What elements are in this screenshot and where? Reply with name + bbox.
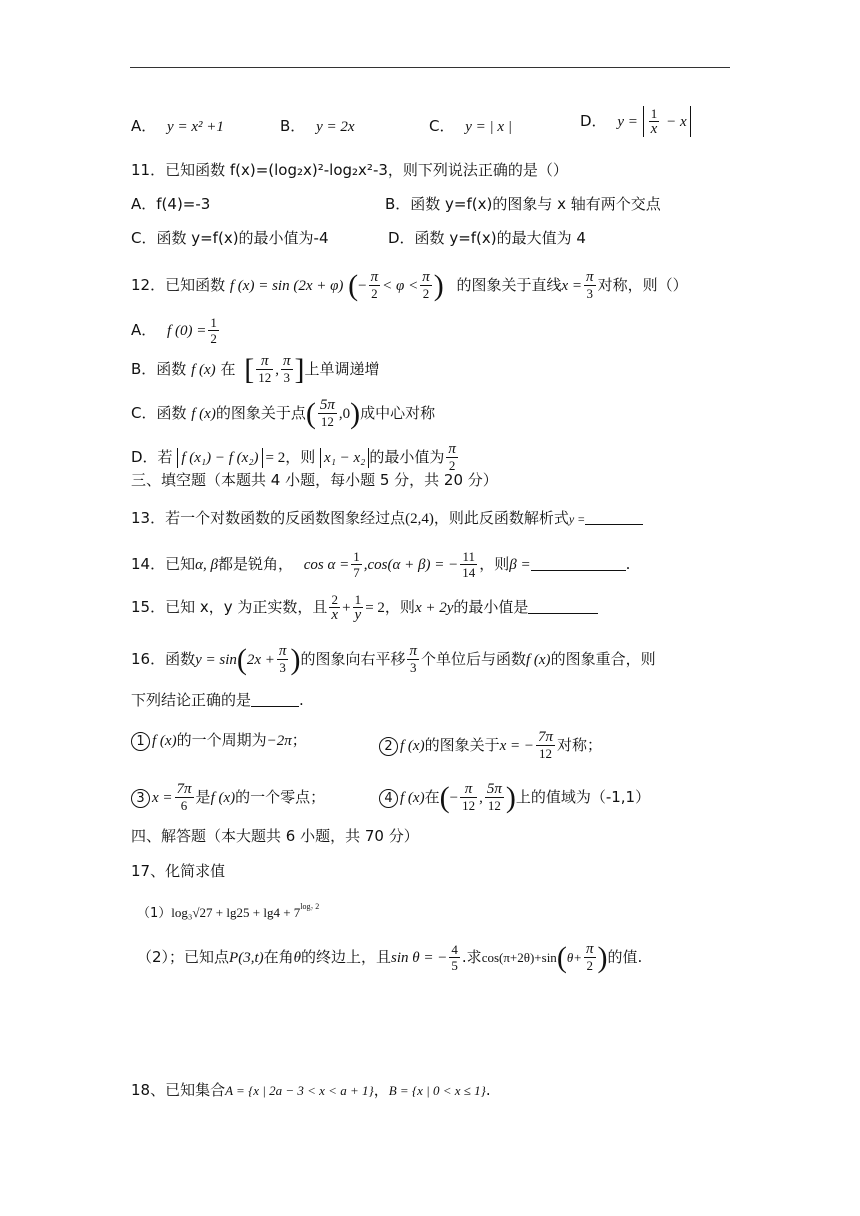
q16-o4-end: 上的值域为（-1,1） bbox=[515, 788, 651, 806]
header-rule bbox=[130, 67, 730, 68]
paren-close: ) bbox=[505, 780, 516, 814]
q12-prefix: 12．已知函数 bbox=[131, 276, 226, 294]
q12-a-expr: f (0) = bbox=[167, 323, 207, 339]
paren-close: ) bbox=[350, 396, 361, 430]
q10-option-c bbox=[429, 116, 512, 137]
q13-tail: ，则此反函数解析式 bbox=[433, 509, 569, 527]
q18-end: . bbox=[485, 1081, 491, 1099]
numerator: π bbox=[278, 643, 287, 659]
q16-o2-text: 的图象关于 bbox=[424, 736, 500, 754]
fraction bbox=[584, 942, 596, 973]
option-label: B． bbox=[280, 117, 306, 135]
fraction bbox=[256, 354, 273, 385]
fraction bbox=[536, 730, 555, 761]
fraction bbox=[277, 644, 289, 675]
denominator: 6 bbox=[180, 798, 188, 813]
q10-option-d-rhs: − x bbox=[666, 114, 687, 130]
denominator: y bbox=[354, 607, 362, 623]
denominator: 3 bbox=[586, 286, 594, 301]
q10-option-d bbox=[580, 106, 691, 137]
q16-o1-val: −2π bbox=[266, 733, 292, 749]
q12-line-x: x = bbox=[561, 278, 583, 294]
denominator: x bbox=[331, 607, 339, 623]
q18-set-b: B = {x | 0 < x ≤ 1} bbox=[388, 1083, 486, 1098]
q17-mid: 在角 bbox=[263, 948, 294, 966]
q12-d-abs: f (x₁) − f (x₂) bbox=[177, 448, 262, 468]
q12-c-func: f (x) bbox=[191, 406, 216, 422]
q12-option-a bbox=[131, 315, 221, 346]
q12-d-suffix: 的最小值为 bbox=[369, 448, 445, 466]
q12-b-func: f (x) bbox=[191, 362, 216, 378]
q12-b-mid: 在 bbox=[220, 360, 236, 378]
q17-end: 的值. bbox=[607, 948, 643, 966]
plus-sign: + bbox=[342, 600, 351, 616]
q17-expr: cos(π+2θ)+sin bbox=[481, 950, 557, 965]
q11-option-d: D．函数 y=f(x)的最大值为 4 bbox=[388, 229, 586, 247]
option-label: D． bbox=[580, 112, 607, 130]
circled-number: 3 bbox=[131, 789, 150, 808]
paren-open: ( bbox=[439, 780, 450, 814]
q17-mid2: 的终边上，且 bbox=[301, 948, 392, 966]
q17-part1 bbox=[137, 897, 319, 924]
circled-number: 4 bbox=[379, 789, 398, 808]
numerator: 5π bbox=[486, 781, 502, 797]
q18 bbox=[131, 1080, 491, 1101]
q11-option-b: B．函数 y=f(x)的图象与 x 轴有两个交点 bbox=[385, 195, 661, 213]
q17-p1-exponent: log₇ 2 bbox=[300, 902, 320, 911]
q13-text: 13．若一个对数函数的反函数图象经过点 bbox=[131, 509, 406, 527]
fraction bbox=[318, 398, 337, 429]
paren-close: ) bbox=[433, 268, 444, 302]
q15-eq: = 2 bbox=[365, 600, 385, 616]
q16-o3-fx: f (x) bbox=[210, 790, 236, 806]
numerator: π bbox=[586, 269, 594, 285]
q16-statement-3 bbox=[131, 782, 325, 813]
paren-open: ( bbox=[556, 940, 567, 974]
q16-statement-1 bbox=[131, 730, 307, 751]
bracket-open: [ bbox=[244, 352, 255, 386]
minus-sign: − bbox=[358, 278, 367, 294]
fraction bbox=[208, 315, 219, 346]
q13 bbox=[131, 508, 643, 529]
q16-o1-end: ； bbox=[291, 731, 307, 749]
q16-o2-x: x = − bbox=[499, 738, 534, 754]
q16-fx: f (x) bbox=[525, 652, 551, 668]
q12-condition: < φ < bbox=[382, 278, 419, 294]
numerator: 4 bbox=[451, 942, 458, 957]
denominator: 12 bbox=[462, 798, 476, 813]
q16-o2-fx: f (x) bbox=[400, 738, 425, 754]
fraction bbox=[353, 592, 364, 623]
fraction bbox=[446, 442, 458, 473]
q15-prefix: 15．已知 x，y 为正实数，且 bbox=[131, 598, 328, 616]
numerator: π bbox=[422, 269, 430, 285]
numerator: 7π bbox=[538, 729, 554, 745]
q15-tail: ，则 bbox=[384, 598, 415, 616]
denominator: 3 bbox=[409, 660, 417, 675]
q14-cos-ab: ,cos(α + β) = − bbox=[363, 557, 459, 573]
abs-bars bbox=[643, 106, 691, 137]
q15-expr: x + 2y bbox=[414, 600, 454, 616]
q16-func: y = sin bbox=[195, 652, 237, 668]
q10-option-b bbox=[280, 116, 355, 137]
denominator: 12 bbox=[487, 798, 501, 813]
denominator: 7 bbox=[353, 565, 360, 580]
numerator: π bbox=[460, 782, 477, 798]
paren-open: ( bbox=[348, 268, 359, 302]
q16-o1-fx: f (x) bbox=[152, 733, 177, 749]
answer-blank bbox=[251, 706, 299, 707]
denominator: 2 bbox=[210, 331, 217, 346]
q13-y: y = bbox=[568, 512, 586, 526]
q14-mid: 都是锐角， bbox=[217, 555, 293, 573]
q18-prefix: 18、已知集合 bbox=[131, 1081, 226, 1099]
q17-title: 17、化简求值 bbox=[131, 862, 226, 880]
numerator: 1 bbox=[210, 315, 217, 330]
q18-set-a: A = {x | 2a − 3 < x < a + 1} bbox=[225, 1083, 374, 1098]
q16-statement-4: 4 f (x)在(− $\frac{\pi}{12}$ , $\frac{5\pi}{12}$ )上的值域为（-1,1） bbox=[379, 782, 650, 813]
option-label: D．若 bbox=[131, 448, 173, 466]
q16-o4-fx: f (x) bbox=[400, 790, 425, 806]
denominator: 12 bbox=[258, 370, 272, 385]
denominator: 2 bbox=[586, 958, 593, 973]
q12-option-d bbox=[131, 442, 460, 473]
q12-b-suffix: 上单调递增 bbox=[304, 360, 380, 378]
option-label: A． bbox=[131, 117, 157, 135]
q12-suffix: 对称，则（） bbox=[597, 276, 688, 294]
numerator: 5π bbox=[319, 397, 335, 413]
q16-mid: 的图象向右平移 bbox=[300, 650, 406, 668]
paren-close: ) bbox=[597, 940, 608, 974]
q17-point: P(3,t) bbox=[229, 950, 264, 966]
fraction bbox=[369, 270, 381, 301]
q12-c-mid: 的图象关于点 bbox=[215, 404, 306, 422]
numerator: π bbox=[282, 353, 291, 369]
q14-prefix: 14．已知 bbox=[131, 555, 196, 573]
fraction bbox=[649, 106, 660, 137]
q14-tail: ，则 bbox=[479, 555, 510, 573]
part-label: （2）；已知点 bbox=[137, 948, 230, 966]
q16-o3-text: 是 bbox=[195, 788, 211, 806]
q16-prefix: 16．函数 bbox=[131, 650, 196, 668]
q16-line2-text: 下列结论正确的是 bbox=[131, 691, 252, 709]
fraction bbox=[329, 592, 340, 623]
denominator: 5 bbox=[451, 958, 458, 973]
q18-sep: ， bbox=[373, 1081, 389, 1099]
q13-point: (2,4) bbox=[405, 511, 434, 527]
fraction bbox=[351, 549, 362, 580]
numerator: 2 bbox=[329, 592, 340, 608]
numerator: 1 bbox=[649, 106, 660, 122]
q17-sin: sin θ = − bbox=[391, 950, 448, 966]
denominator: 12 bbox=[320, 414, 334, 429]
q10-option-d-lhs: y = bbox=[617, 114, 638, 130]
q16-line2-end: . bbox=[299, 691, 304, 709]
q10-option-c-expr: y = | x | bbox=[465, 119, 512, 135]
denominator: 2 bbox=[422, 286, 430, 301]
fraction bbox=[175, 782, 194, 813]
q11-stem: 11．已知函数 f(x)=(log₂x)²-log₂x²-3，则下列说法正确的是（） bbox=[131, 161, 568, 179]
q15 bbox=[131, 592, 598, 623]
option-label: C． bbox=[429, 117, 455, 135]
circled-number: 2 bbox=[379, 737, 398, 756]
q16-inner: 2x + bbox=[246, 652, 275, 668]
paren-close: ) bbox=[290, 642, 301, 676]
q12-stem bbox=[131, 270, 688, 301]
q16-o4-in: 在 bbox=[424, 788, 440, 806]
q10-option-a-expr: y = x² +1 bbox=[167, 119, 224, 135]
q14-beta: β = bbox=[509, 557, 531, 573]
q14-angles: α, β bbox=[195, 557, 218, 573]
option-label: C．函数 bbox=[131, 404, 187, 422]
q17-inner: θ+ bbox=[566, 950, 582, 965]
q16-mid2: 个单位后与函数 bbox=[420, 650, 526, 668]
answer-blank bbox=[531, 570, 626, 571]
q14-cos-a: cos α = bbox=[303, 557, 350, 573]
denominator: 2 bbox=[371, 286, 378, 301]
paren-open: ( bbox=[236, 642, 247, 676]
numerator: π bbox=[370, 269, 379, 285]
numerator: π bbox=[585, 941, 594, 957]
q10-option-a bbox=[131, 116, 224, 137]
q16-tail: 的图象重合，则 bbox=[550, 650, 656, 668]
fraction bbox=[407, 644, 419, 675]
q16-o2-end: 对称； bbox=[557, 736, 603, 754]
section-fill-in-title: 三、填空题（本题共 4 小题，每小题 5 分，共 20 分） bbox=[131, 471, 498, 489]
q14-end: . bbox=[625, 555, 631, 573]
fraction bbox=[281, 354, 293, 385]
denominator: 2 bbox=[448, 458, 456, 473]
q12-function: f (x) = sin (2x + φ) bbox=[229, 278, 344, 294]
numerator: π bbox=[256, 354, 273, 370]
numerator: 7π bbox=[176, 781, 192, 797]
q11-option-a: A．f(4)=-3 bbox=[131, 195, 211, 213]
q16-o3-x: x = bbox=[152, 790, 173, 806]
q14 bbox=[131, 549, 630, 580]
circled-number: 1 bbox=[131, 732, 150, 751]
q12-d-eq: = 2，则 bbox=[265, 450, 316, 466]
fraction bbox=[420, 270, 432, 301]
denominator: x bbox=[650, 121, 658, 137]
answer-blank bbox=[585, 524, 643, 525]
denominator: 14 bbox=[462, 565, 476, 580]
answer-blank bbox=[528, 613, 598, 614]
fraction bbox=[584, 270, 596, 301]
q16-statement-2 bbox=[379, 730, 602, 761]
bracket-close: ] bbox=[294, 352, 305, 386]
paren-open: ( bbox=[305, 396, 316, 430]
numerator: π bbox=[448, 441, 456, 457]
q15-end: 的最小值是 bbox=[453, 598, 529, 616]
option-label: B．函数 bbox=[131, 360, 187, 378]
fraction bbox=[449, 942, 460, 973]
numerator: π bbox=[409, 643, 417, 659]
numerator: 11 bbox=[460, 549, 477, 565]
q16-stem bbox=[131, 644, 656, 675]
fraction bbox=[460, 549, 477, 580]
q16-o3-end: 的一个零点； bbox=[235, 788, 326, 806]
q17-theta: θ bbox=[293, 950, 302, 966]
q17-p1-expr: log₃√27 + lg25 + lg4 + 7 bbox=[171, 905, 301, 920]
numerator: 1 bbox=[353, 549, 360, 564]
q12-d-abs2: x₁ − x₂ bbox=[320, 448, 369, 468]
q17-ask: .求 bbox=[461, 948, 482, 966]
q10-option-b-expr: y = 2x bbox=[316, 119, 355, 135]
option-label: A． bbox=[131, 321, 157, 339]
q12-option-b: B．函数 f (x) 在 [ $\frac{\pi}{12}$ , $\frac{\pi}{3}$ ]上单调递增 bbox=[131, 352, 380, 386]
denominator: 3 bbox=[279, 660, 286, 675]
q11-option-c: C．函数 y=f(x)的最小值为-4 bbox=[131, 229, 329, 247]
q12-option-c bbox=[131, 398, 435, 429]
q16-line2 bbox=[131, 690, 304, 710]
fraction bbox=[460, 782, 477, 813]
q12-c-suffix: 成中心对称 bbox=[360, 404, 436, 422]
numerator: 1 bbox=[353, 592, 364, 608]
q12-mid-text: 的图象关于直线 bbox=[456, 276, 562, 294]
part-label: （1） bbox=[137, 906, 172, 921]
q16-o1-text: 的一个周期为 bbox=[176, 731, 267, 749]
denominator: 3 bbox=[283, 370, 290, 385]
q17-part2 bbox=[137, 942, 642, 973]
denominator: 12 bbox=[539, 746, 552, 761]
section-answer-title: 四、解答题（本大题共 6 小题，共 70 分） bbox=[131, 827, 419, 845]
point-tail: ,0 bbox=[338, 406, 351, 422]
fraction bbox=[485, 782, 504, 813]
